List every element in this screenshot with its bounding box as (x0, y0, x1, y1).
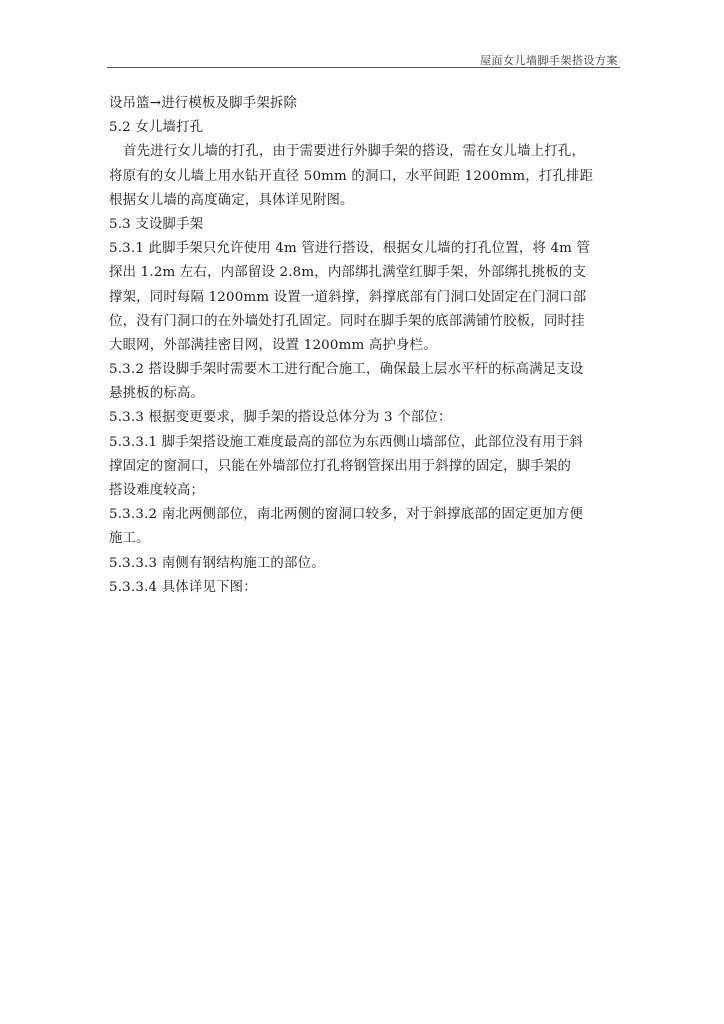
paragraph-line: 首先进行女儿墙的打孔，由于需要进行外脚手架的搭设，需在女儿墙上打孔， (123, 144, 586, 160)
document-body (109, 92, 620, 600)
running-header: 屋面女儿墙脚手架搭设方案 (480, 54, 618, 67)
paragraph-line: 5.3.3.1 脚手架搭设施工难度最高的部位为东西侧山墙部位，此部位没有用于斜 (109, 434, 584, 450)
paragraph-line: 根据女儿墙的高度确定，具体详见附图。 (109, 192, 354, 208)
paragraph-line: 施工。 (109, 531, 150, 547)
text-line: 设吊篮→进行模板及脚手架拆除 (109, 96, 298, 111)
paragraph-line: 大眼网，外部满挂密目网，设置 1200mm 高护身栏。 (109, 337, 437, 353)
paragraph-line: 5.3.1 此脚手架只允许使用 4m 管进行搭设，根据女儿墙的打孔位置，将 4m 管 (109, 241, 591, 257)
paragraph-line: 位，没有门洞口的在外墙处打孔固定。同时在脚手架的底部满铺竹胶板，同时挂 (109, 313, 585, 329)
paragraph-line: 撑固定的窗洞口，只能在外墙部位打孔将钢管探出用于斜撑的固定，脚手架的 (109, 458, 572, 474)
paragraph-line: 撑架，同时每隔 1200mm 设置一道斜撑，斜撑底部有门洞口处固定在门洞口部 (109, 289, 587, 305)
paragraph-line: 5.3.3.2 南北两侧部位，南北两侧的窗洞口较多，对于斜撑底部的固定更加方便 (109, 507, 584, 523)
paragraph-line: 5.3.2 搭设脚手架时需要木工进行配合施工，确保最上层水平杆的标高满足支设 (109, 362, 584, 378)
paragraph-line: 将原有的女儿墙上用水钻开直径 50mm 的洞口，水平间距 1200mm，打孔排距 (109, 168, 594, 184)
paragraph-line: 悬挑板的标高。 (109, 386, 205, 402)
paragraph-line: 探出 1.2m 左右，内部留设 2.8m，内部绑扎满堂红脚手架，外部绑扎挑板的支 (109, 265, 587, 281)
header-rule (107, 67, 620, 68)
section-heading: 5.2 女儿墙打孔 (109, 120, 204, 136)
paragraph-line: 5.3.3.4 具体详见下图： (109, 579, 257, 595)
paragraph-line: 5.3.3.3 南侧有钢结构施工的部位。 (109, 555, 325, 571)
section-heading: 5.3 支设脚手架 (109, 216, 204, 232)
paragraph-line: 5.3.3 根据变更要求，脚手架的搭设总体分为 3 个部位： (109, 410, 452, 426)
paragraph-line: 搭设难度较高； (109, 483, 205, 498)
